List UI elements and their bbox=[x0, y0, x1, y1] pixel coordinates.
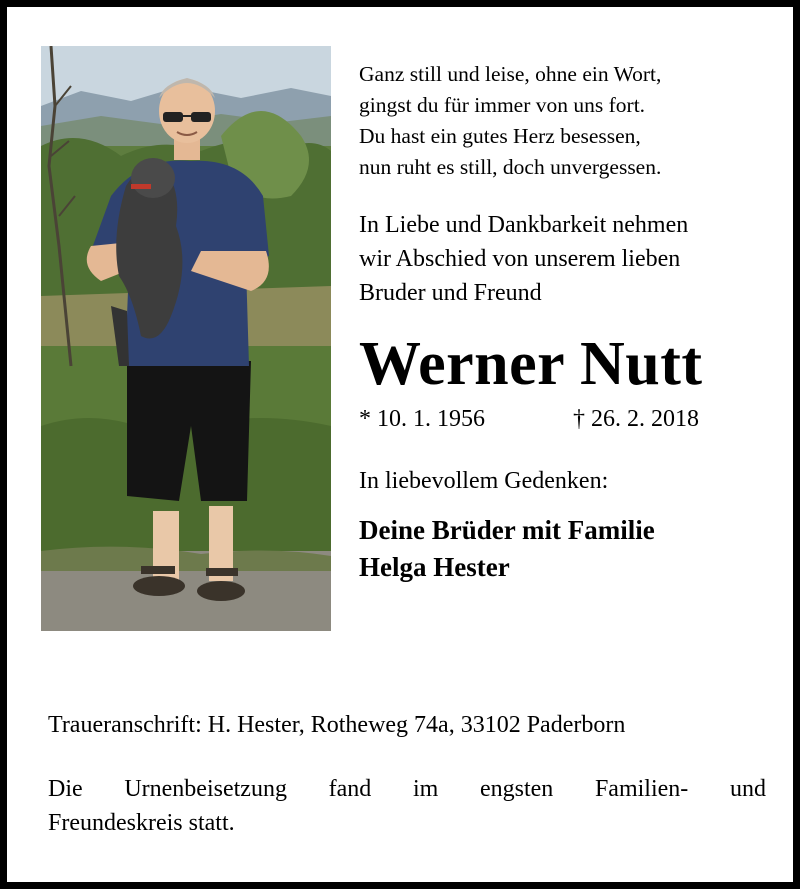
poem-line: Du hast ein gutes Herz besessen, bbox=[359, 124, 641, 148]
birth-date: * 10. 1. 1956 bbox=[359, 406, 485, 432]
poem-line: nun ruht es still, doch unvergessen. bbox=[359, 155, 662, 179]
signers bbox=[359, 512, 779, 586]
deceased-name: Werner Nutt bbox=[359, 330, 703, 398]
farewell-intro bbox=[359, 208, 779, 310]
portrait-photo bbox=[41, 46, 331, 631]
death-date: † 26. 2. 2018 bbox=[573, 406, 699, 432]
burial-word: und bbox=[729, 776, 766, 802]
life-dates bbox=[359, 402, 779, 436]
intro-line: wir Abschied von unserem lieben bbox=[359, 246, 681, 272]
signer: Deine Brüder mit Familie bbox=[359, 515, 655, 545]
burial-word: Urnenbeisetzung bbox=[124, 776, 287, 802]
poem-line: Ganz still und leise, ohne ein Wort, bbox=[359, 62, 662, 86]
mourning-address: Traueranschrift: H. Hester, Rotheweg 74a, 33102 Paderborn bbox=[48, 712, 626, 738]
intro-line: Bruder und Freund bbox=[359, 280, 542, 306]
text-column bbox=[359, 59, 779, 586]
burial-line-1 bbox=[48, 772, 766, 806]
burial-notice bbox=[48, 772, 766, 840]
burial-word: Die bbox=[48, 776, 83, 802]
signer: Helga Hester bbox=[359, 552, 510, 582]
memorial-poem bbox=[359, 59, 779, 183]
burial-word: fand bbox=[328, 776, 372, 802]
remembrance-line: In liebevollem Gedenken: bbox=[359, 468, 609, 494]
burial-word: Familien- bbox=[594, 776, 689, 802]
poem-line: gingst du für immer von uns fort. bbox=[359, 93, 646, 117]
burial-word: im bbox=[412, 776, 439, 802]
burial-word: engsten bbox=[479, 776, 554, 802]
burial-line-2: Freundeskreis statt. bbox=[48, 810, 235, 836]
intro-line: In Liebe und Dankbarkeit nehmen bbox=[359, 212, 689, 238]
